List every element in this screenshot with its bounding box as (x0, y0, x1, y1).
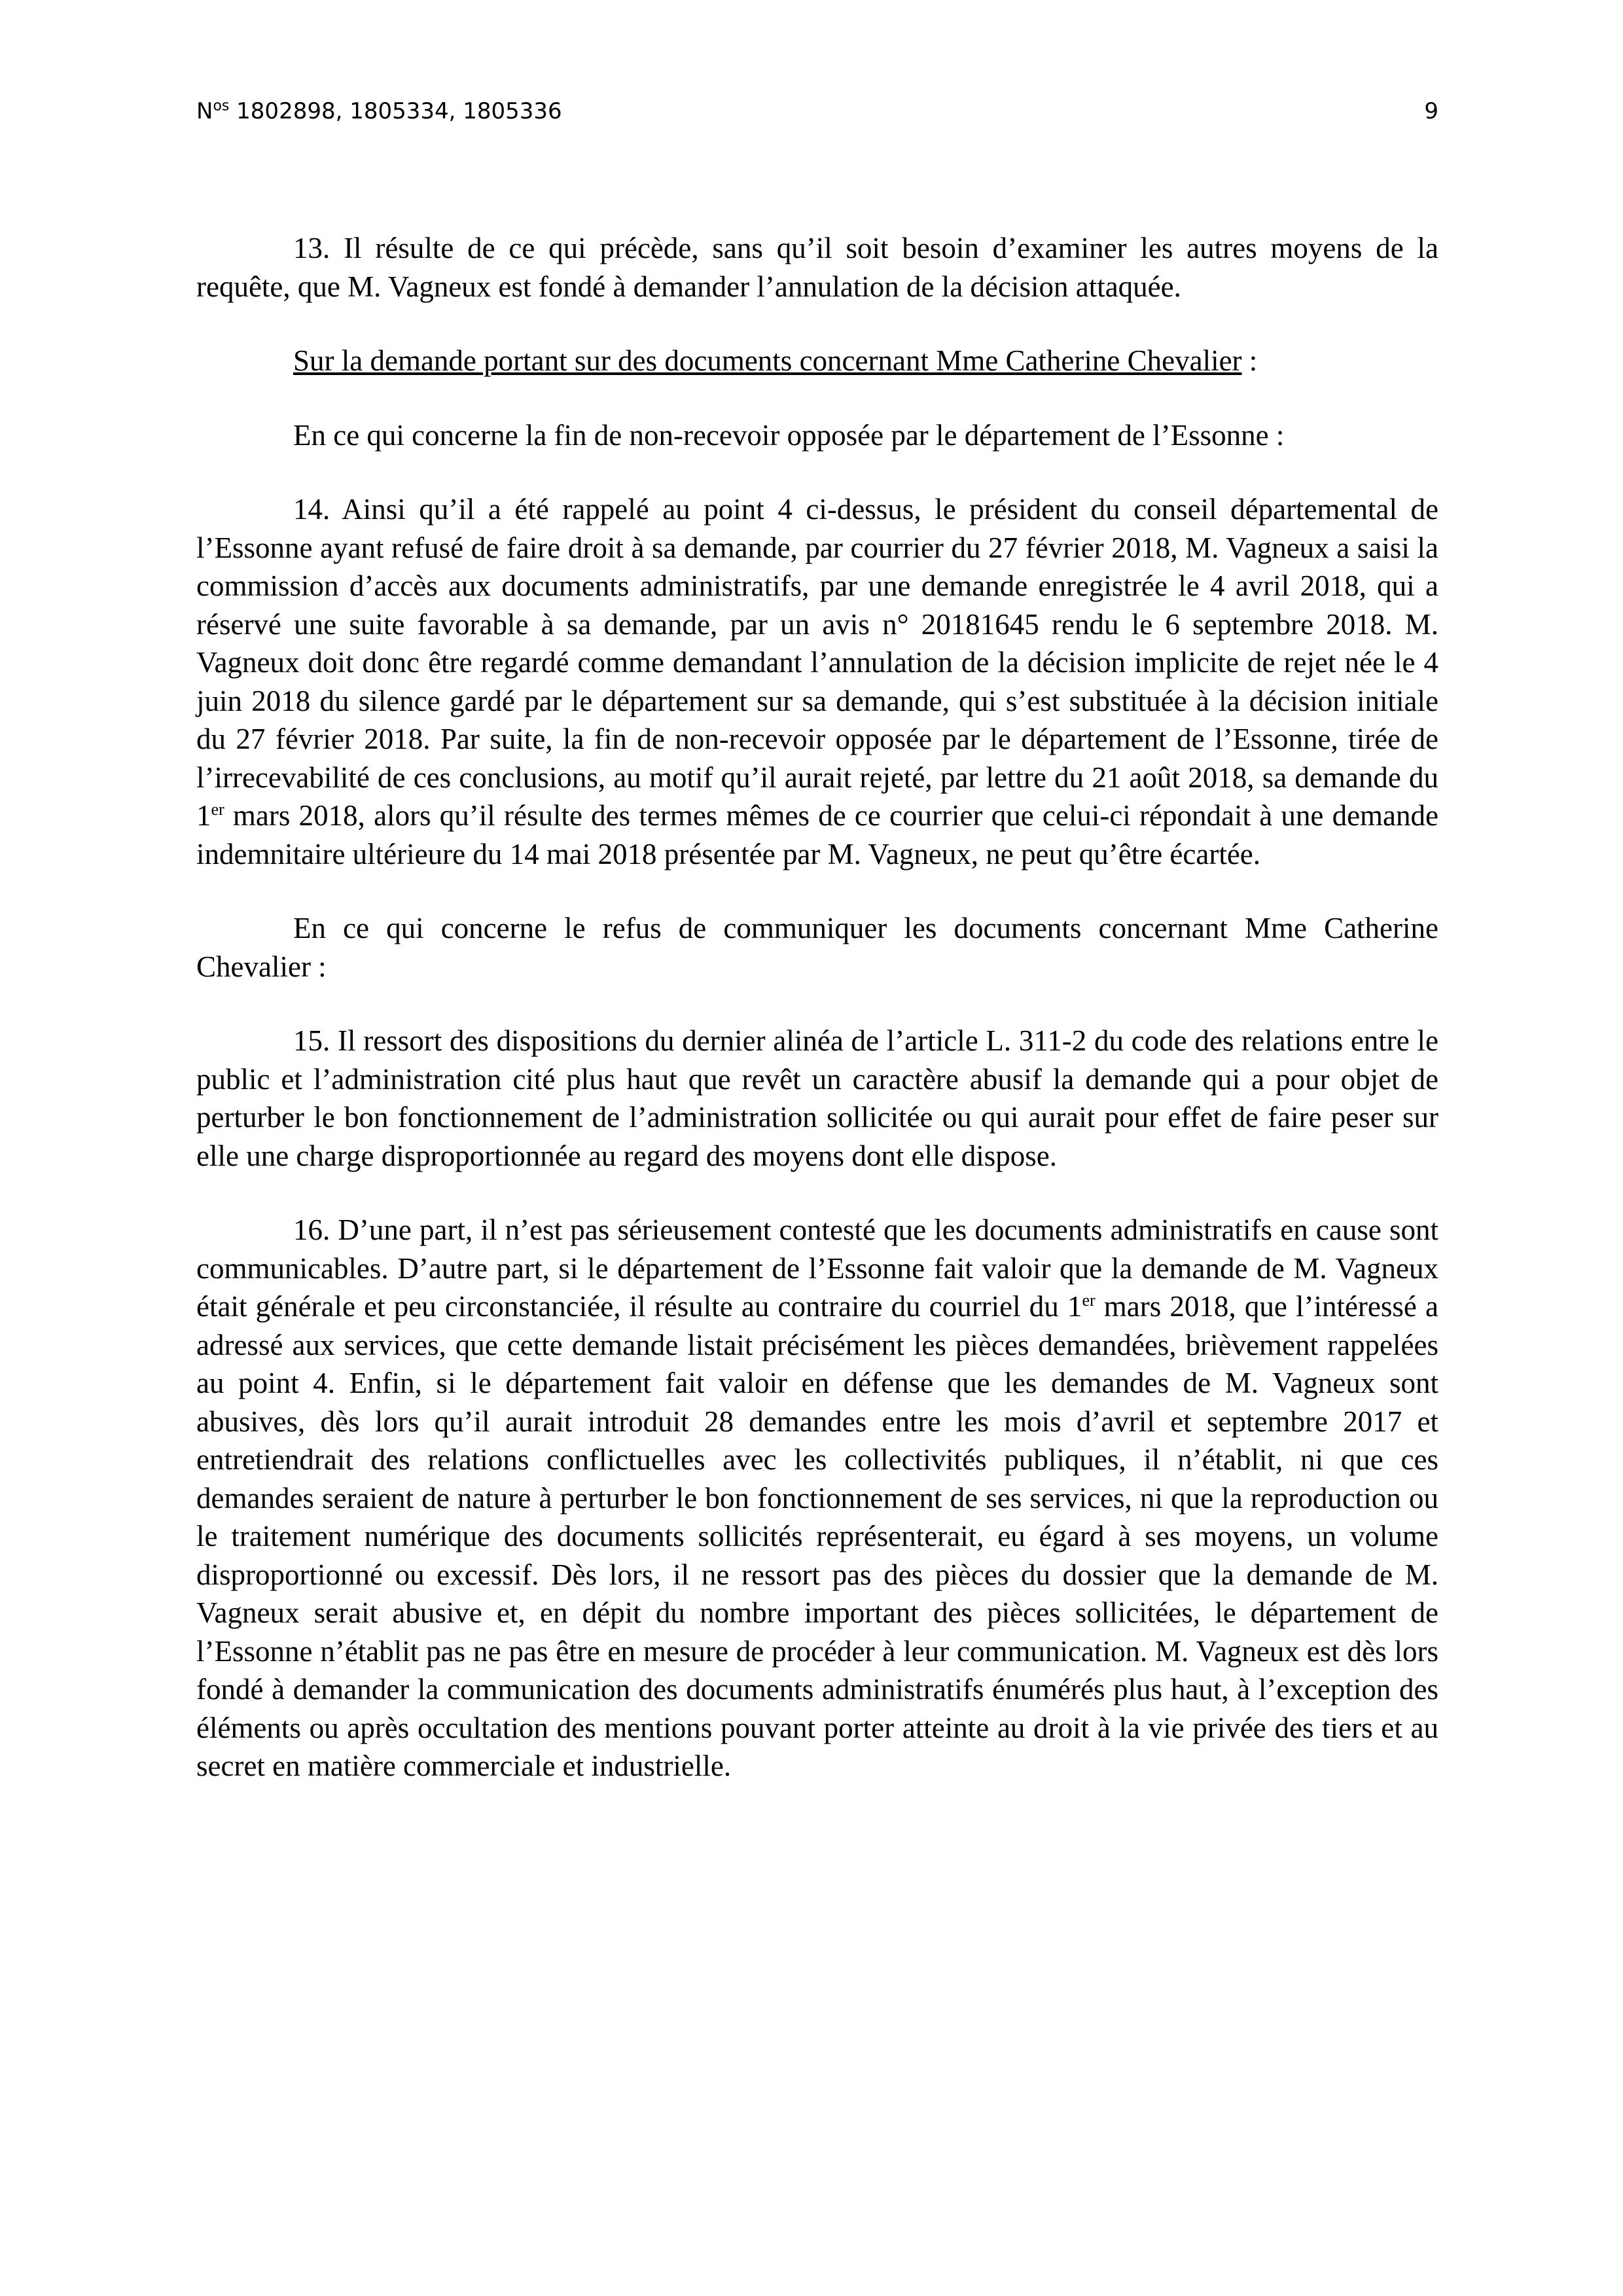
document-body (196, 229, 1438, 1785)
section-heading-underlined: Sur la demande portant sur des documents concernant Mme Catherine Chevalier (293, 344, 1242, 377)
paragraph-16: 16. D’une part, il n’est pas sérieusement contesté que les documents administratifs en cause sont communicables. D’autre part, si le département de l’Essonne fait valoir que la demande de M. Vagneux était générale et peu circonstanciée, il résulte au contraire du courriel du 1er mars 2018, que l’intéressé a adressé aux services, que cette demande listait précisément les pièces demandées, brièvement rappelées au point 4. Enfin, si le département fait valoir en défense que les demandes de M. Vagneux sont abusives, dès lors qu’il aurait introduit 28 demandes entre les mois d’avril et septembre 2017 et entretiendrait des relations conflictuelles avec les collectivités publiques, il n’établit, ni que ces demandes seraient de nature à perturber le bon fonctionnement de ses services, ni que la reproduction ou le traitement numérique des documents sollicités représenterait, eu égard à ses moyens, un volume disproportionné ou excessif. Dès lors, il ne ressort pas des pièces du dossier que la demande de M. Vagneux serait abusive et, en dépit du nombre important des pièces sollicitées, le département de l’Essonne n’établit pas ne pas être en mesure de procéder à leur communication. M. Vagneux est dès lors fondé à demander la communication des documents administratifs énumérés plus haut, à l’exception des éléments ou après occultation des mentions pouvant porter atteinte au droit à la vie privée des tiers et au secret en matière commerciale et industrielle. (196, 1213, 1439, 1782)
paragraph-13: 13. Il résulte de ce qui précède, sans qu’il soit besoin d’examiner les autres moyens de la requête, que M. Vagneux est fondé à demander l’annulation de la décision attaquée. (196, 232, 1438, 303)
superscript-er: er (211, 800, 224, 819)
subheading-refus-communiquer: En ce qui concerne le refus de communiquer les documents concernant Mme Catherine Chevalier : (196, 912, 1438, 983)
section-heading-chevalier: Sur la demande portant sur des documents concernant Mme Catherine Chevalier : (293, 344, 1258, 377)
case-prefix-superscript: os (213, 98, 230, 115)
page-number: 9 (1424, 98, 1438, 124)
case-numbers: $N^{os}$ 1802898, 1805334, 1805336 (196, 98, 562, 124)
subheading-fin-de-non-recevoir: En ce qui concerne la fin de non-recevoir opposée par le département de l’Essonne : (293, 418, 1285, 452)
page-header (196, 98, 1438, 144)
superscript-er: er (1082, 1291, 1096, 1310)
paragraph-15: 15. Il ressort des dispositions du dernier alinéa de l’article L. 311-2 du code des relations entre le public et l’administration cité plus haut que revêt un caractère abusif la demande qui a pour objet de perturber le bon fonctionnement de l’administration sollicitée ou qui aurait pour effet de faire peser sur elle une charge disproportionnée au regard des moyens dont elle dispose. (196, 1024, 1438, 1172)
paragraph-14: 14. Ainsi qu’il a été rappelé au point 4 ci-dessus, le président du conseil départemental de l’Essonne ayant refusé de faire droit à sa demande, par courrier du 27 février 2018, M. Vagneux a saisi la commission d’accès aux documents administratifs, par une demande enregistrée le 4 avril 2018, qui a réservé une suite favorable à sa demande, par un avis n° 20181645 rendu le 6 septembre 2018. M. Vagneux doit donc être regardé comme demandant l’annulation de la décision implicite de rejet née le 4 juin 2018 du silence gardé par le département sur sa demande, qui s’est substituée à la décision initiale du 27 février 2018. Par suite, la fin de non-recevoir opposée par le département de l’Essonne, tirée de l’irrecevabilité de ces conclusions, au motif qu’il aurait rejeté, par lettre du 21 août 2018, sa demande du 1er mars 2018, alors qu’il résulte des termes mêmes de ce courrier que celui-ci répondait à une demande indemnitaire ultérieure du 14 mai 2018 présentée par M. Vagneux, ne peut qu’être écartée. (196, 493, 1438, 870)
